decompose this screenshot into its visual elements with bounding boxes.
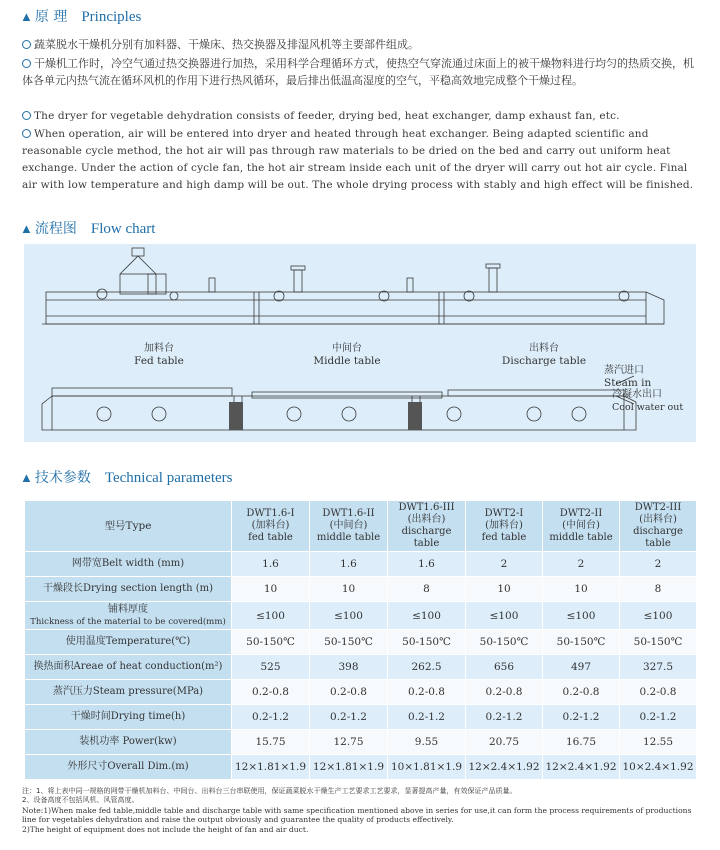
- table-cell: 0.2-1.2: [620, 705, 697, 730]
- flow-chart-panel: [24, 244, 696, 442]
- table-cell: 0.2-0.8: [388, 680, 466, 705]
- table-cell: 262.5: [388, 655, 466, 680]
- table-cell: 50-150℃: [388, 630, 466, 655]
- table-cell: 0.2-0.8: [310, 680, 388, 705]
- table-cell: 0.2-0.8: [232, 680, 310, 705]
- table-cell: 1.6: [388, 552, 466, 577]
- table-cell: 398: [310, 655, 388, 680]
- table-cell: 0.2-1.2: [466, 705, 543, 730]
- note-2-cn: 2、设备高度不包括风机、风管高度。: [22, 796, 139, 805]
- header-model: DWT2-I (加料台) fed table: [466, 501, 543, 552]
- table-cell: ≤100: [466, 602, 543, 630]
- fed-table-label: 加料台 Fed table: [134, 343, 184, 367]
- tech-title-cn: 技术参数: [34, 470, 91, 486]
- cool-water-label: 冷凝水出口 Cool water out: [612, 389, 684, 413]
- parameters-table: [24, 500, 697, 780]
- principle-paragraph-3: The dryer for vegetable dehydration consists of feeder, drying bed, heat exchanger, damp exhaust fan, etc.: [22, 108, 698, 125]
- table-cell: 10×2.4×1.92: [620, 755, 697, 780]
- table-cell: 327.5: [620, 655, 697, 680]
- principles-heading: [20, 6, 141, 26]
- table-row: [25, 705, 697, 730]
- flow-title-cn: 流程图: [34, 221, 77, 237]
- table-cell: 0.2-1.2: [388, 705, 466, 730]
- table-row: [25, 630, 697, 655]
- table-cell: 50-150℃: [232, 630, 310, 655]
- table-cell: 15.75: [232, 730, 310, 755]
- triangle-icon: ▲: [20, 221, 33, 236]
- table-row: [25, 655, 697, 680]
- table-cell: 12×2.4×1.92: [466, 755, 543, 780]
- row-label: 蒸汽压力Steam pressure(MPa): [25, 680, 232, 705]
- table-header-row: [25, 501, 697, 552]
- table-cell: 20.75: [466, 730, 543, 755]
- flow-title-en: Flow chart: [90, 221, 156, 237]
- note-1-cn: 注：1、将上表中同一规格的网带干燥机加料台、中间台、出料台三台串联使用，保证蔬菜脱水干燥生产工艺要求工艺要求，显著提高产量，有效保证产品质量。: [22, 787, 517, 795]
- table-cell: 12.55: [620, 730, 697, 755]
- bullet-icon: [22, 59, 31, 68]
- table-cell: 0.2-0.8: [620, 680, 697, 705]
- table-cell: ≤100: [310, 602, 388, 630]
- tech-heading: [20, 467, 233, 487]
- table-cell: 8: [388, 577, 466, 602]
- footnotes: [22, 787, 702, 834]
- discharge-table-label: 出料台 Discharge table: [501, 343, 587, 367]
- table-cell: 50-150℃: [543, 630, 620, 655]
- table-cell: 10: [466, 577, 543, 602]
- dryer-body-top: [46, 292, 646, 324]
- bullet-icon: [22, 129, 31, 138]
- table-cell: 16.75: [543, 730, 620, 755]
- row-label: 干燥时间Drying time(h): [25, 705, 232, 730]
- table-cell: 10: [232, 577, 310, 602]
- middle-table-label: 中间台 Middle table: [313, 343, 381, 367]
- table-cell: 12×1.81×1.9: [310, 755, 388, 780]
- table-cell: ≤100: [620, 602, 697, 630]
- principle-paragraph-4: When operation, air will be entered into dryer and heated through heat exchanger. Being adapted scientific and reasonable cycle method, the hot air will pas through raw materials to be dried on the bed and carry out uniform heat exchange. Under the action of cycle fan, the hot air stream inside each unit of the dryer will carry out hot air cycle. Final air with low temperature and high damp will be out. The whole drying process with stably and high effect will be finished.: [22, 128, 694, 191]
- table-cell: 2: [543, 552, 620, 577]
- row-label: 外形尺寸Overall Dim.(m): [25, 755, 232, 780]
- table-cell: 12×1.81×1.9: [232, 755, 310, 780]
- table-row: [25, 730, 697, 755]
- table-cell: 12×2.4×1.92: [543, 755, 620, 780]
- table-cell: 0.2-1.2: [310, 705, 388, 730]
- table-cell: ≤100: [232, 602, 310, 630]
- table-cell: 10: [310, 577, 388, 602]
- row-label: 换热面积Areae of heat conduction(m²): [25, 655, 232, 680]
- flow-heading: [20, 218, 155, 238]
- table-cell: ≤100: [388, 602, 466, 630]
- table-cell: 0.2-0.8: [466, 680, 543, 705]
- dryer-body-bottom: [52, 396, 624, 430]
- row-label: 铺料厚度 Thickness of the material to be covered(mm): [25, 602, 232, 630]
- tech-title-en: Technical parameters: [104, 470, 233, 486]
- header-model: DWT2-II (中间台) middle table: [543, 501, 620, 552]
- steam-inlet-label: 蒸汽进口 Steam in: [604, 365, 652, 389]
- table-cell: 10: [543, 577, 620, 602]
- row-label: 使用温度Temperature(℃): [25, 630, 232, 655]
- row-label: 网带宽Belt width (mm): [25, 552, 232, 577]
- principles-title-en: Principles: [81, 9, 142, 25]
- table-row: [25, 755, 697, 780]
- table-cell: 50-150℃: [310, 630, 388, 655]
- table-cell: ≤100: [543, 602, 620, 630]
- table-row: [25, 552, 697, 577]
- table-cell: 2: [620, 552, 697, 577]
- note-1-en: Note:1)When make fed table,middle table and discharge table with same specification mentioned above in series for use,it can form the process requirements of productions line for vegetables dehydration and raise the output obviously and guarantee the quality of products effectively.: [22, 805, 692, 825]
- table-cell: 9.55: [388, 730, 466, 755]
- table-cell: 10×1.81×1.9: [388, 755, 466, 780]
- table-row: [25, 602, 697, 630]
- bullet-icon: [22, 111, 31, 120]
- table-cell: 50-150℃: [620, 630, 697, 655]
- header-model: DWT1.6-III (出料台) discharge table: [388, 501, 466, 552]
- table-cell: 2: [466, 552, 543, 577]
- table-cell: 497: [543, 655, 620, 680]
- triangle-icon: ▲: [20, 470, 33, 485]
- table-cell: 525: [232, 655, 310, 680]
- table-row: [25, 680, 697, 705]
- table-cell: 1.6: [310, 552, 388, 577]
- table-row: [25, 577, 697, 602]
- principle-paragraph-2: 干燥机工作时，冷空气通过热交换器进行加热，采用科学合理循环方式，使热空气穿流通过床面上的被干燥物料进行均匀的热质交换，机体各单元内热气流在循环风机的作用下进行热风循环，最后排出低温高湿度的空气，平稳高效地完成整个干燥过程。: [22, 57, 694, 87]
- principles-title-cn: 原 理: [34, 9, 68, 25]
- table-cell: 656: [466, 655, 543, 680]
- principle-paragraph-1: 蔬菜脱水干燥机分别有加料器、干燥床、热交换器及排湿风机等主要部件组成。: [22, 36, 698, 53]
- table-cell: 0.2-0.8: [543, 680, 620, 705]
- table-cell: 12.75: [310, 730, 388, 755]
- header-type: 型号Type: [25, 501, 232, 552]
- row-label: 装机功率 Power(kw): [25, 730, 232, 755]
- table-cell: 0.2-1.2: [232, 705, 310, 730]
- header-model: DWT1.6-II (中间台) middle table: [310, 501, 388, 552]
- note-2-en: 2)The height of equipment does not include the height of fan and air duct.: [22, 824, 309, 834]
- header-model: DWT2-III (出料台) discharge table: [620, 501, 697, 552]
- table-cell: 8: [620, 577, 697, 602]
- table-cell: 50-150℃: [466, 630, 543, 655]
- row-label: 干燥段长Drying section length (m): [25, 577, 232, 602]
- triangle-icon: ▲: [20, 9, 33, 24]
- header-model: DWT1.6-I (加料台) fed table: [232, 501, 310, 552]
- bullet-icon: [22, 40, 31, 49]
- table-cell: 1.6: [232, 552, 310, 577]
- table-cell: 0.2-1.2: [543, 705, 620, 730]
